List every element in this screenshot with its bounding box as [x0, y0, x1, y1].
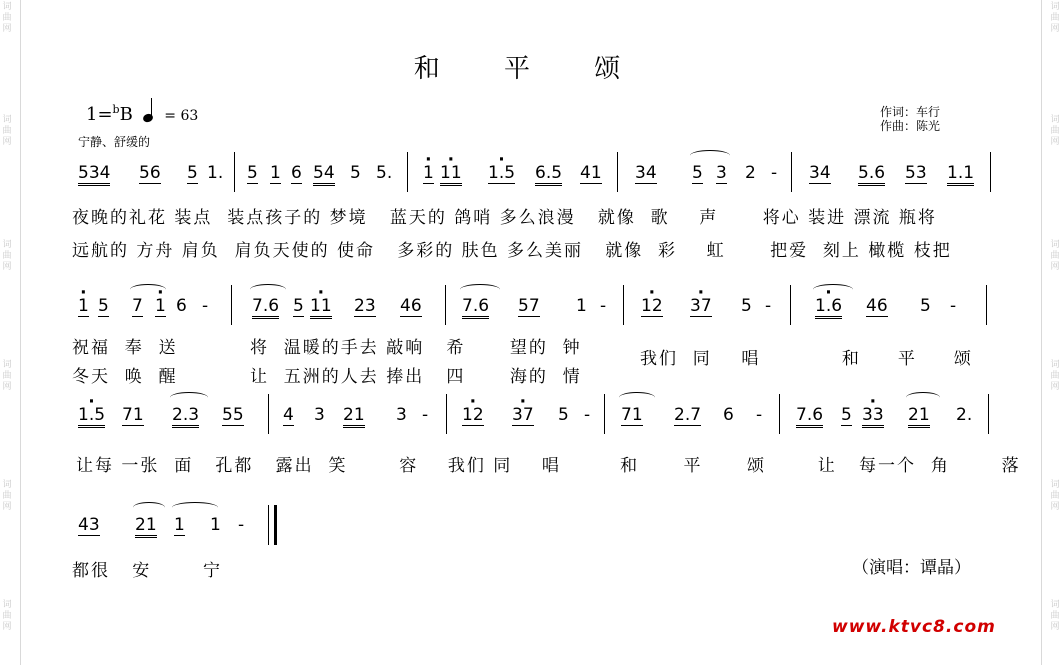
flat-sign: b: [112, 103, 120, 116]
note-group: 7: [132, 296, 143, 316]
note-group: · 37: [512, 405, 534, 426]
note-group: · 1.6: [815, 296, 842, 319]
key-prefix: 1=: [86, 104, 113, 125]
note-group: -: [950, 296, 957, 316]
note-group: 2: [745, 163, 756, 183]
note-group: 23: [354, 296, 376, 316]
side-watermark: 词 曲 网: [1050, 600, 1060, 632]
bar-line: [623, 285, 624, 325]
note-group: 43: [78, 515, 100, 535]
note-group: 54: [313, 163, 335, 186]
side-watermark: 词 曲 网: [2, 480, 12, 512]
note-group: · 1: [423, 163, 434, 184]
note-group: · 37: [690, 296, 712, 317]
note-group: -: [765, 296, 772, 316]
lyrics-row-1-verse-1: 夜晚的礼花 装点 装点孩子的 梦境 蓝天的 鸽哨 多么浪漫 就像 歌 声 将心 装进 漂流 瓶将: [72, 208, 937, 228]
note-group: 5: [350, 163, 361, 183]
note-group: 5: [293, 296, 304, 316]
note-group: 34: [809, 163, 831, 183]
note-group: 7.6: [252, 296, 279, 319]
lyrics-row-2a-verse-2: 冬天 唤 醒: [72, 367, 178, 387]
note-group: 56: [139, 163, 161, 183]
note-group: -: [600, 296, 607, 316]
bar-line: [790, 285, 791, 325]
bar-line: [268, 394, 269, 434]
note-group: 5: [558, 405, 569, 425]
note-group: -: [238, 515, 245, 535]
right-watermark-strip: [1048, 0, 1062, 665]
lyrics-row-2-chorus: 我们 同 唱 和 平 颂: [640, 349, 973, 369]
note-group: 534: [78, 163, 110, 186]
note-group: -: [771, 163, 778, 183]
note-group: 46: [866, 296, 888, 316]
note-group: · 11: [310, 296, 332, 319]
note-group: 21: [135, 515, 157, 538]
note-group: 1: [576, 296, 587, 316]
note-group: 2.: [956, 405, 973, 425]
slur: [690, 150, 730, 161]
side-watermark: 词 曲 网: [2, 360, 12, 392]
slur: [460, 284, 500, 295]
note-group: 5: [741, 296, 752, 316]
note-group: 7.6: [796, 405, 823, 428]
side-watermark: 词 曲 网: [2, 240, 12, 272]
note-group: 2.7: [674, 405, 702, 425]
note-group: · 1.5: [488, 163, 515, 184]
composer-credit: 作曲：陈光: [880, 119, 941, 133]
bar-line: [231, 285, 232, 325]
note-group: -: [584, 405, 591, 425]
slur: [172, 502, 218, 513]
slur: [906, 392, 940, 403]
note-group: 3: [396, 405, 407, 425]
note-group: 1: [174, 515, 185, 535]
side-watermark: 词 曲 网: [2, 115, 12, 147]
note-group: 6.5: [535, 163, 562, 186]
bar-line: [986, 285, 987, 325]
note-group: 1: [270, 163, 281, 183]
note-group: 71: [122, 405, 144, 425]
note-group: 21: [343, 405, 365, 428]
note-group: · 1.5: [78, 405, 105, 428]
lyrics-row-3: 让每 一张 面 孔都 露出 笑 容 我们 同 唱 和 平 颂 让 每一个 角 落: [76, 456, 1021, 476]
lyrics-row-2b-verse-1: 将 温暖的手去 敲响 希 望的 钟: [250, 338, 582, 358]
left-watermark-strip: [0, 0, 14, 665]
note-group: 3: [716, 163, 727, 183]
lyrics-row-2b-verse-2: 让 五洲的人去 捧出 四 海的 情: [250, 367, 582, 387]
note-group: 3: [314, 405, 325, 425]
note-group: 34: [635, 163, 657, 183]
note-group: · 33: [862, 405, 884, 428]
note-group: 5.6: [858, 163, 885, 186]
note-group: 5: [247, 163, 258, 183]
side-watermark: 词 曲 网: [1050, 2, 1060, 34]
note-group: 41: [580, 163, 602, 183]
bar-line: [446, 394, 447, 434]
note-group: 5: [187, 163, 198, 183]
side-watermark: 词 曲 网: [2, 600, 12, 632]
key-note: B: [119, 104, 133, 125]
note-group: · 1: [78, 296, 89, 317]
note-group: 5: [841, 405, 852, 425]
note-group: 2.3: [172, 405, 199, 428]
note-group: 57: [518, 296, 540, 316]
tempo-mark: = 63: [164, 108, 199, 124]
side-watermark: 词 曲 网: [1050, 360, 1060, 392]
note-group: 4: [283, 405, 294, 425]
note-group: -: [422, 405, 429, 425]
lyrics-row-4: 都很 安 宁: [72, 561, 223, 581]
singer-credit: （演唱：谭晶）: [852, 558, 971, 578]
bar-line: [791, 152, 792, 192]
quarter-note-icon: [143, 104, 155, 124]
note-group: -: [202, 296, 209, 316]
note-group: 46: [400, 296, 422, 316]
bar-line: [779, 394, 780, 434]
song-title: 和 平 颂: [413, 54, 649, 84]
note-group: 55: [222, 405, 244, 425]
slur: [170, 392, 208, 403]
slur: [619, 392, 655, 403]
note-group: 1.: [207, 163, 224, 183]
side-watermark: 词 曲 网: [1050, 480, 1060, 512]
lyrics-row-2a-verse-1: 祝福 奉 送: [72, 338, 178, 358]
slur: [133, 502, 165, 513]
note-group: 53: [905, 163, 927, 183]
key-signature: [86, 103, 198, 125]
note-group: 1.1: [947, 163, 974, 186]
bar-line: [407, 152, 408, 192]
note-group: 7.6: [462, 296, 489, 319]
side-watermark: 词 曲 网: [1050, 115, 1060, 147]
note-group: 5.: [376, 163, 393, 183]
bar-line: [617, 152, 618, 192]
mood-marking: 宁静、舒缓的: [78, 135, 151, 149]
side-watermark: 词 曲 网: [2, 2, 12, 34]
note-group: 5: [98, 296, 109, 316]
note-group: · 1: [155, 296, 166, 317]
bar-line: [604, 394, 605, 434]
note-group: 21: [908, 405, 930, 428]
bar-line: [234, 152, 235, 192]
lyricist-credit: 作词：车行: [880, 105, 941, 119]
bar-line: [445, 285, 446, 325]
slur: [250, 284, 286, 295]
side-watermark: 词 曲 网: [1050, 240, 1060, 272]
note-group: 6: [291, 163, 302, 183]
note-group: 71: [621, 405, 643, 425]
note-group: 5: [920, 296, 931, 316]
note-group: 6: [176, 296, 187, 316]
note-group: · 12: [641, 296, 663, 317]
note-group: 5: [692, 163, 703, 183]
note-group: · 11: [440, 163, 462, 186]
site-watermark: www.ktvc8.com: [832, 617, 996, 637]
lyrics-row-1-verse-2: 远航的 方舟 肩负 肩负天使的 使命 多彩的 肤色 多么美丽 就像 彩 虹 把爱 刻上 橄榄 枝把: [72, 241, 952, 261]
bar-line: [990, 152, 991, 192]
note-group: 1: [210, 515, 221, 535]
bar-line: [988, 394, 989, 434]
note-group: · 12: [462, 405, 484, 426]
final-bar-line: [268, 505, 277, 545]
note-group: 6: [723, 405, 734, 425]
note-group: -: [756, 405, 763, 425]
